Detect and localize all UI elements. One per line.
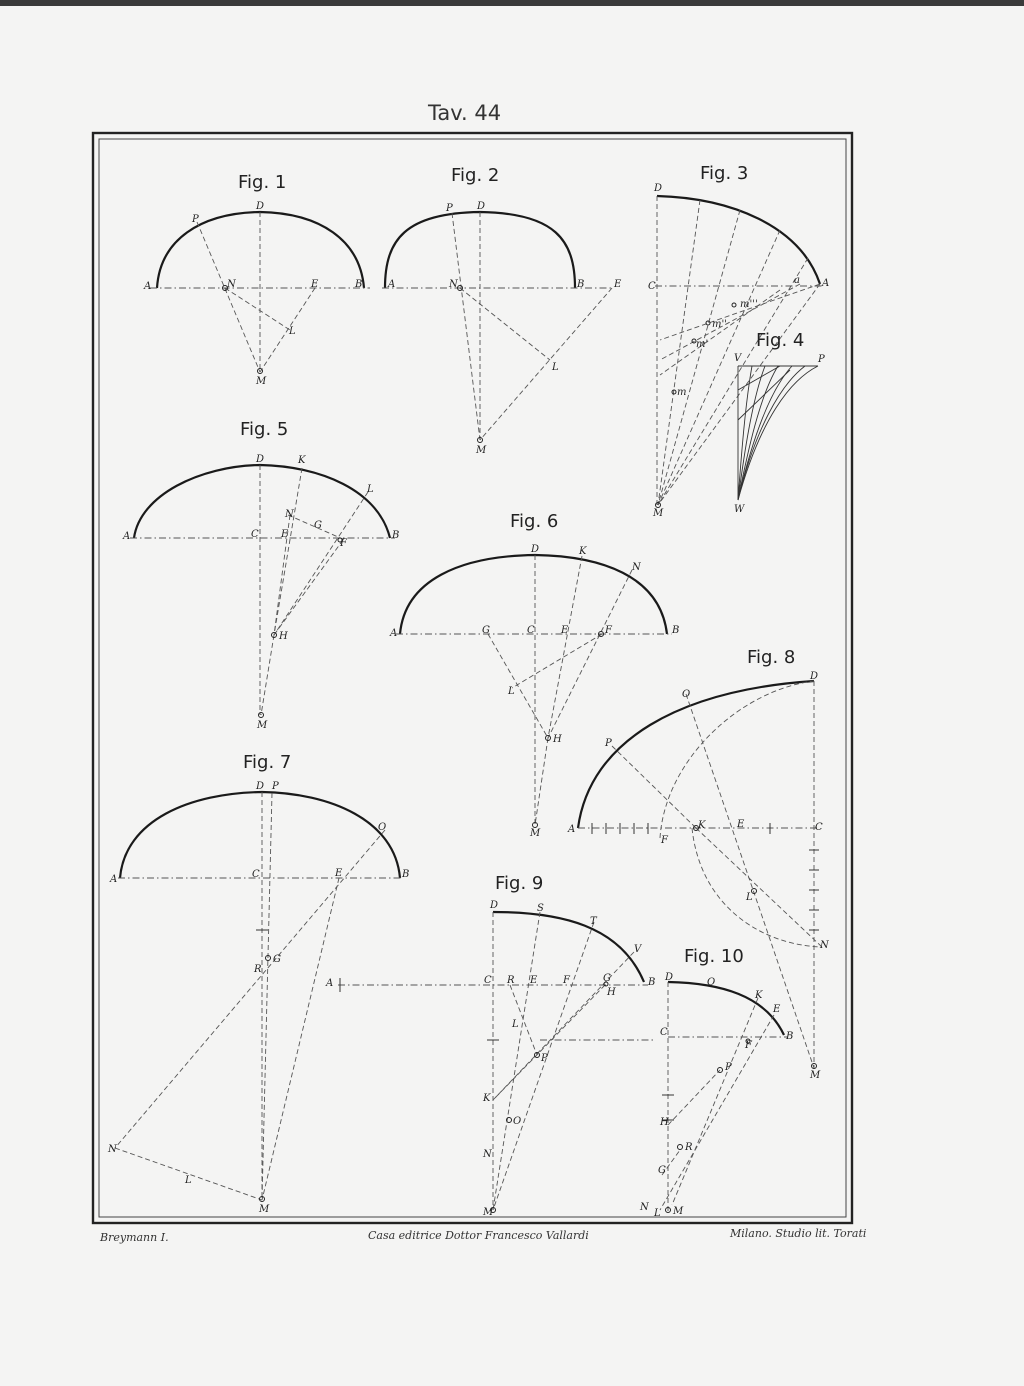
fig8-label-k: K	[698, 820, 706, 831]
fig6-label-k: K	[579, 546, 587, 557]
fig4-title: Fig. 4	[756, 330, 805, 351]
fig3-ray-1	[658, 200, 700, 505]
fig6-ray-n	[548, 570, 632, 738]
plate-frame-inner	[99, 139, 846, 1217]
fig2-radius-p	[452, 213, 480, 440]
fig2-label-b: B	[577, 279, 585, 290]
fig7-line-p	[262, 793, 272, 1200]
figure-2	[382, 165, 622, 456]
fig7-label-b: B	[402, 869, 410, 880]
fig5-label-d: D	[256, 454, 265, 465]
fig9-label-f: F	[563, 975, 570, 986]
credit-publisher: Casa editrice Dottor Francesco Vallardi	[368, 1229, 589, 1242]
fig3-ray-4	[658, 258, 808, 505]
fig10-label-h: H	[660, 1117, 669, 1128]
fig8-label-a: A	[568, 824, 576, 835]
fig8-label-o: O	[682, 689, 691, 700]
fig5-title: Fig. 5	[240, 419, 289, 440]
fig6-label-e: E	[561, 625, 569, 636]
fig10-ray-k	[672, 998, 758, 1205]
fig9-label-l: L	[512, 1019, 519, 1030]
fig7-label-r: R	[254, 964, 262, 975]
fig10-label-e: E	[773, 1004, 781, 1015]
fig9-line-hk	[493, 985, 605, 1100]
fig1-label-m: M	[256, 376, 267, 387]
fig4-chord-2	[738, 370, 790, 420]
fig10-ray-e	[660, 1015, 774, 1210]
fig9-title: Fig. 9	[495, 873, 544, 894]
fig4-label-w: W	[734, 504, 745, 515]
fig5-label-f: F	[340, 538, 347, 549]
fig5-label-c: C	[251, 529, 259, 540]
figure-7	[107, 752, 409, 1215]
scan-edge	[0, 0, 1024, 6]
figure-5	[122, 419, 399, 731]
fig10-title: Fig. 10	[684, 946, 744, 967]
fig8-line-om	[686, 694, 814, 1068]
fig7-line-em	[262, 878, 339, 1200]
fig1-radius-p	[197, 222, 260, 372]
fig9-label-h: H	[607, 987, 616, 998]
fig3-point-m2	[706, 321, 710, 325]
fig6-label-l: L	[508, 686, 515, 697]
fig9-ray-t	[493, 922, 594, 1210]
fig7-label-p: P	[272, 781, 279, 792]
fig8-arc-inner	[660, 681, 814, 838]
fig1-title: Fig. 1	[238, 172, 287, 193]
fig1-label-e: E	[311, 279, 319, 290]
fig9-label-a: A	[326, 978, 334, 989]
fig7-label-d: D	[256, 781, 265, 792]
fig6-line-gh	[488, 634, 548, 738]
figure-6	[389, 511, 679, 839]
fig4-curve-3	[738, 366, 792, 500]
fig7-label-c: C	[252, 869, 260, 880]
fig5-label-k: K	[298, 455, 306, 466]
fig5-label-l: L	[367, 484, 374, 495]
fig1-label-a: A	[144, 281, 152, 292]
fig1-line-nl	[225, 288, 290, 330]
fig1-label-p: P	[192, 214, 199, 225]
fig10-label-c: C	[660, 1027, 668, 1038]
fig10-label-o: O	[707, 977, 716, 988]
fig9-arch	[493, 912, 644, 982]
fig5-label-h: H	[279, 631, 288, 642]
fig3-arch	[657, 196, 820, 284]
fig8-label-n: N	[820, 940, 829, 951]
fig6-label-d: D	[531, 544, 540, 555]
fig10-point-r	[678, 1145, 683, 1150]
fig8-label-d: D	[810, 671, 819, 682]
figure-8	[567, 647, 830, 1081]
fig2-label-a: A	[388, 279, 396, 290]
fig5-label-g: G	[314, 520, 322, 531]
fig4-chord-1	[738, 366, 780, 390]
fig7-label-l: L	[185, 1175, 192, 1186]
fig3-label-d: D	[654, 183, 663, 194]
fig3-label-c: C	[648, 281, 656, 292]
fig9-label-c: C	[484, 975, 492, 986]
fig3-ray-2	[658, 210, 740, 505]
fig2-label-l: L	[552, 362, 559, 373]
fig10-label-l: L	[654, 1208, 661, 1219]
fig7-title: Fig. 7	[243, 752, 292, 773]
fig9-label-r: R	[507, 975, 515, 986]
fig3-label-m3: m'	[696, 339, 709, 350]
fig10-label-b: B	[786, 1031, 794, 1042]
fig10-label-n: N	[640, 1202, 649, 1213]
fig9-label-v: V	[634, 944, 642, 955]
fig5-label-e: E	[281, 529, 289, 540]
fig3-point-m1	[732, 303, 736, 307]
fig7-label-n: N	[108, 1144, 117, 1155]
fig6-line-fl	[512, 634, 602, 688]
fig1-label-n: N	[227, 279, 236, 290]
fig3-label-m: m	[677, 387, 687, 398]
fig8-label-e: E	[737, 819, 745, 830]
fig6-label-m: M	[530, 828, 541, 839]
fig6-label-c: C	[527, 625, 535, 636]
credit-draughtsman: Breymann I.	[100, 1231, 169, 1244]
fig8-label-m: M	[810, 1070, 821, 1081]
fig5-label-b: B	[392, 530, 400, 541]
fig10-label-f: F	[745, 1040, 752, 1051]
fig6-label-h: H	[553, 734, 562, 745]
fig3-label-a: A	[822, 278, 830, 289]
fig1-label-b: B	[355, 279, 363, 290]
figure-10	[639, 946, 793, 1219]
figure-1	[143, 172, 370, 387]
credit-lithographer: Milano. Studio lit. Torati	[730, 1227, 867, 1240]
fig8-label-l: L	[746, 892, 753, 903]
fig7-label-m: M	[259, 1204, 270, 1215]
fig8-line-pk	[612, 746, 696, 828]
fig1-arch	[157, 212, 364, 288]
fig3-ray-3	[658, 230, 780, 505]
fig8-label-f: F	[661, 835, 668, 846]
fig5-ray-f	[274, 540, 343, 635]
fig3-title: Fig. 3	[700, 163, 749, 184]
fig8-line-kn	[696, 828, 822, 947]
fig5-label-n: N	[285, 509, 294, 520]
fig10-line-hp	[668, 1070, 720, 1125]
fig7-label-e: E	[335, 868, 343, 879]
fig6-line-hm	[535, 738, 548, 825]
fig7-arch	[120, 792, 400, 878]
plate-title: Tav. 44	[428, 101, 502, 125]
fig9-label-m: M	[483, 1207, 494, 1218]
fig2-line-em	[480, 288, 612, 440]
fig2-line-nl	[460, 288, 550, 360]
fig7-label-a: A	[110, 874, 118, 885]
fig6-title: Fig. 6	[510, 511, 559, 532]
fig10-label-g: G	[658, 1165, 666, 1176]
fig10-label-d: D	[665, 972, 674, 983]
fig7-label-o: O	[378, 822, 387, 833]
fig2-label-m: M	[476, 445, 487, 456]
fig2-label-n: N	[449, 279, 458, 290]
fig9-ray-s	[493, 912, 540, 1210]
fig10-label-k: K	[755, 990, 763, 1001]
fig9-label-t: T	[590, 916, 597, 927]
fig6-label-a: A	[390, 628, 398, 639]
fig3-label-a-small: a	[794, 275, 800, 286]
fig9-label-s: S	[537, 903, 544, 914]
plate-frame-outer	[93, 133, 852, 1223]
fig10-label-r: R	[685, 1142, 693, 1153]
fig10-label-p: P	[725, 1062, 732, 1073]
fig5-ray-k	[274, 468, 302, 635]
fig2-title: Fig. 2	[451, 165, 500, 186]
fig7-label-g: G	[273, 954, 281, 965]
fig6-arch	[400, 555, 667, 634]
fig8-arc	[578, 681, 814, 828]
fig6-ray-k	[548, 556, 582, 738]
fig9-label-b: B	[648, 977, 656, 988]
fig9-label-n: N	[483, 1149, 492, 1160]
fig7-line-nm	[115, 1148, 262, 1200]
fig9-label-o: O	[513, 1116, 522, 1127]
fig6-label-g: G	[482, 625, 490, 636]
fig9-label-g: G	[603, 973, 611, 984]
fig8-title: Fig. 8	[747, 647, 796, 668]
fig8-label-p: P	[605, 738, 612, 749]
fig2-label-p: P	[446, 203, 453, 214]
fig1-line-em	[260, 288, 315, 372]
fig1-label-l: L	[289, 326, 296, 337]
fig10-arch	[668, 982, 784, 1035]
fig3-label-m2: m''	[712, 319, 727, 330]
fig4-label-p: P	[818, 354, 825, 365]
fig5-label-m: M	[257, 720, 268, 731]
fig6-label-f: F	[605, 625, 612, 636]
fig9-label-k: K	[483, 1093, 491, 1104]
fig3-label-m1: m'''	[740, 299, 758, 310]
fig5-arch	[134, 465, 390, 538]
fig8-label-c: C	[815, 822, 823, 833]
fig4-label-v: V	[734, 353, 742, 364]
fig5-label-a: A	[123, 531, 131, 542]
fig9-label-d: D	[490, 900, 499, 911]
fig3-label-big-m: M	[653, 508, 664, 519]
fig6-label-n: N	[632, 562, 641, 573]
fig2-label-e: E	[614, 279, 622, 290]
fig2-label-d: D	[477, 201, 486, 212]
fig9-label-e: E	[530, 975, 538, 986]
fig1-label-d: D	[256, 201, 265, 212]
fig5-line-hm	[261, 635, 274, 715]
fig9-label-p: P	[541, 1053, 548, 1064]
fig6-label-b: B	[672, 625, 680, 636]
figure-9	[325, 873, 655, 1218]
fig10-label-m: M	[673, 1206, 684, 1217]
